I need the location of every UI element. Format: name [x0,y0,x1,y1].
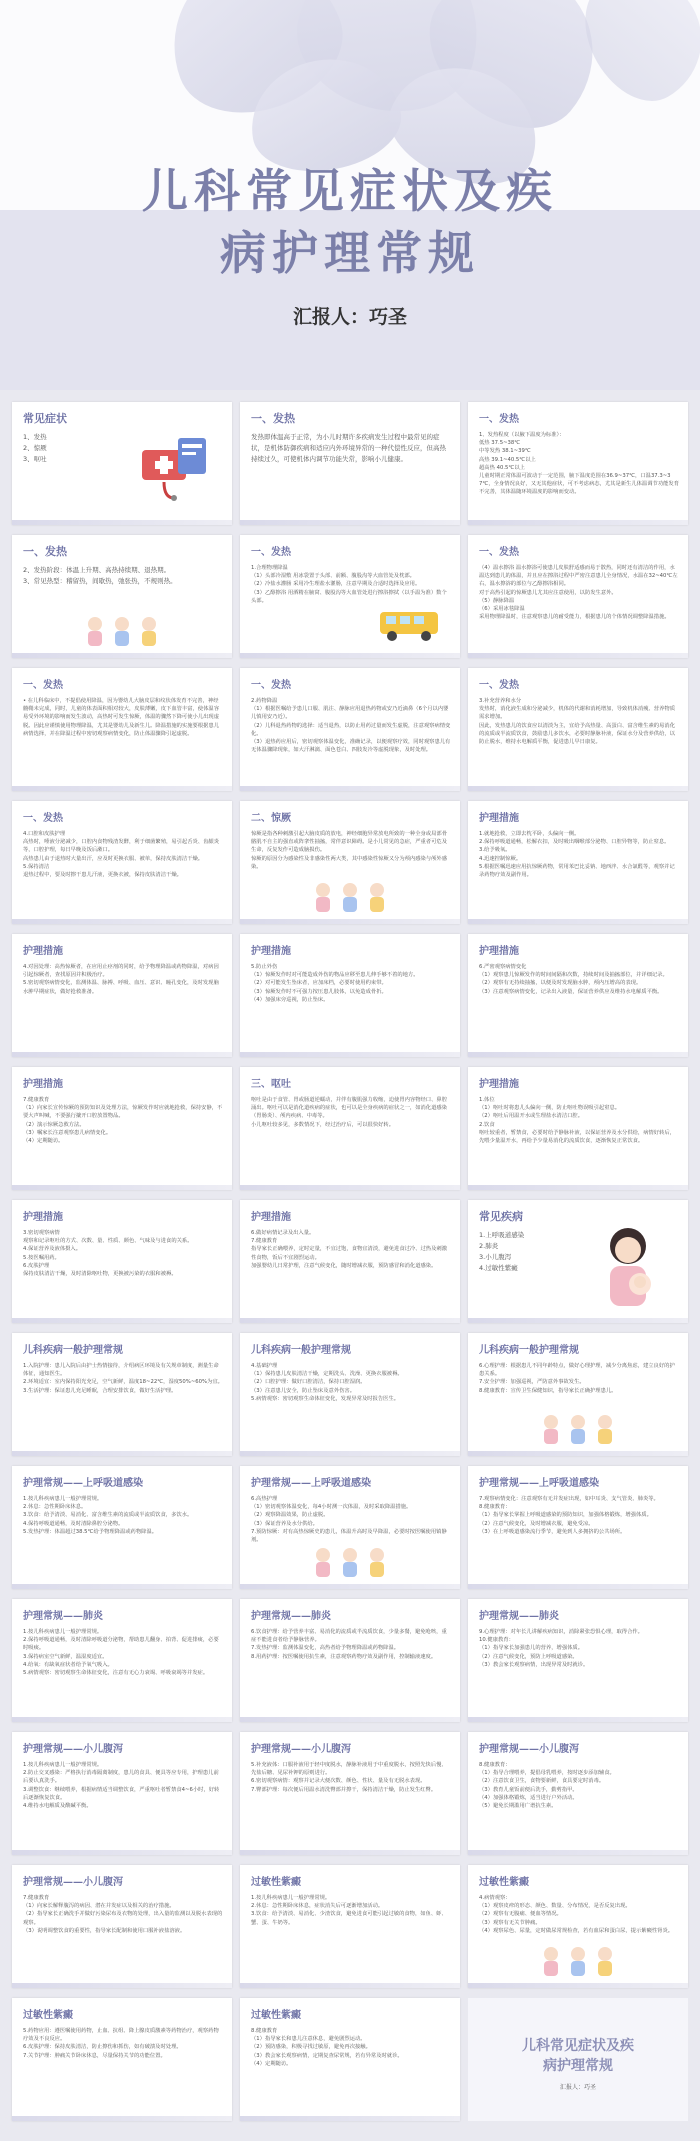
slide-body: 惊厥是指各种刺激引起大脑皮质的放电，神经细胞异常放电所致的一种全身或局部骨骼肌不自主的强直或阵挛性抽搐，常伴意识障碍。是小儿常见的急症，严重者可危及生命，反复发作可造成脑损伤。 惊厥的原因分为感染性及非感染性两大类，其中感染性惊厥又分为颅内感染与颅外感染。 [251,831,447,870]
slide-title: 一、发热 [479,680,519,691]
slide-body: 2、发热阶段：体温上升期、高热持续期、退热期。 3、常见热型：稽留热，间歇热，弛张热，不规则热。 [23,566,177,585]
slide-title: 护理措施 [479,813,519,824]
slide-card [240,1333,460,1456]
slide-title: 过敏性紫癜 [251,2010,301,2021]
slide-body: 6.心理护理：根据患儿不同年龄特点，做好心理护理，减少分离焦虑，建立良好的护患关系。 7.安全护理：加强巡视，严防意外事故发生。 8.健康教育：宣传卫生保健知识，指导家长正确护理患儿。 [479,1363,675,1394]
children-illustration [305,880,395,914]
slide-card [12,1998,232,2121]
slide-body: 1.上呼吸道感染 2.肺炎 3.小儿腹泻 4.过敏性紫癜 [479,1231,525,1272]
slide-card [468,402,688,525]
slide-card [240,801,460,924]
slide-body: 5.补充液体：口服补液用于轻中度脱水，静脉补液用于中重度脱水，按照先快后慢、先盐后糖、见尿补钾的原则进行。 6.密切观察病情：观察并记录大便次数、颜色、性状、量及有无脱水表现。 7.臀部护理：每次便后用温水清洗臀部并擦干，保持清洁干燥，防止发生红臀。 [251,1762,447,1793]
slide-card [240,1200,460,1323]
slide-body: 1.就地抢救，立即去枕平卧，头偏向一侧。 2.保持呼吸道通畅，松解衣扣，及时吸出咽喉部分泌物、口腔异物等，防止窒息。 3.给予吸氧。 4.迅速控制惊厥。 5.根据医嘱迅速应用抗惊厥药物，常用苯巴比妥钠、地西泮、水合氯醛等，观察并记录药物疗效及副作用。 [479,831,675,879]
slide-card [240,1067,460,1190]
slide-title: 护理常规——小儿腹泻 [23,1744,123,1755]
slide-card [12,1333,232,1456]
slide-body: 呕吐是由于食管、胃或肠道逆蠕动，并伴有腹肌强力收缩，迫使胃内容物经口、鼻腔涌出。呕吐可以是消化道疾病的症状，也可以是全身疾病的症状之一，如消化道感染（胃肠炎）、颅内疾病、中毒等。 小儿呕吐较多见，多数情况下，经过治疗后，可以很快好转。 [251,1097,447,1128]
slide-body: （4）温水擦浴 温水擦浴可使患儿皮肤舒适感而易于散热，同时还有清洁的作用，水温达到患儿的体温，并且应在擦浴过程中严密注意患儿全身情况，水温在32~40℃左右，温水擦浴的部位与乙醇擦浴相同。 对于高热引起的惊厥患儿尤其应注意使用，以防发生意外。 （5）静脉降温 （6）采用冰毯降温 采用物理降温时，注意观察患儿的耐受能力，根据患儿的个体情况调整降温措施。 [479,565,678,621]
slide-title: 一、发热 [251,412,295,425]
end-title [468,2036,688,2076]
slide-card [240,1466,460,1589]
slide-card [468,1599,688,1722]
slide-card [12,535,232,658]
slide-title: 一、发热 [479,547,519,558]
slide-title: 护理措施 [251,946,291,957]
slide-card [12,1599,232,1722]
slide-body: 1.按儿科疾病患儿一般护理常规。 2.保持呼吸道通畅，及时清除呼吸道分泌物，帮助患儿翻身、拍背、促进排痰，必要时吸痰。 3.保持病室空气新鲜，温湿度适宜。 4.给氧：有缺氧症状者给予氧气吸入。 5.病情观察：密切观察生命体征变化，注意有无心力衰竭、呼吸衰竭等并发症。 [23,1629,219,1677]
children-illustration [533,1412,623,1446]
slide-card [468,535,688,658]
slide-title: 护理措施 [479,1079,519,1090]
cover-slide [0,0,700,390]
slide-body: 4.基础护理 （1）保持患儿皮肤清洁干燥，定期洗头、洗澡、更换衣服被褥。 （2）口腔护理：做好口腔清洁，保持口腔湿润。 （3）注意患儿安全，防止坠床及意外伤害。 5.病情观察：密切观察生命体征变化，发现异常及时报告医生。 [251,1363,403,1402]
slide-title: 一、发热 [23,545,67,558]
slide-title: 护理常规——上呼吸道感染 [251,1478,371,1489]
slide-body: 6.饮食护理：给予营养丰富、易消化的流质或半流质饮食，少量多餐，避免呛咳，重症不能进食者给予静脉营养。 7.发热护理：监测体温变化，高热者给予物理降温或药物降温。 8.用药护理：按医嘱使用抗生素，注意观察药物疗效及副作用，控制输液速度。 [251,1629,447,1660]
end-reporter: 汇报人：巧圣 [559,2084,596,2091]
slide-card [12,402,232,525]
slide-card [12,1732,232,1855]
slide-body: 8.健康教育： （1）指导合理喂养，提倡母乳喂养，按时逐步添加辅食。 （2）注意饮食卫生，食物要新鲜，食具要定时消毒。 （3）教育儿童饭前便后洗手，勤剪指甲。 （4）加强体格锻炼，适当进行户外活动。 （5）避免长期滥用广谱抗生素。 [479,1762,615,1810]
slide-title: 护理常规——上呼吸道感染 [479,1478,599,1489]
slide-card [468,1865,688,1988]
slide-body: 1.按儿科疾病患儿一般护理常规。 2.休息：急性期卧床休息。 3.饮食：给予清淡、易消化、富含维生素的流质或半流质饮食，多饮水。 4.保持呼吸道通畅，及时清除鼻腔分泌物。 5.发热护理：体温超过38.5℃给予物理降温或药物降温。 [23,1496,193,1535]
slide-title: 一、发热 [479,414,519,425]
slide-card [240,934,460,1057]
cover-reporter: 汇报人：巧圣 [292,306,407,328]
slide-body: 发热即体温高于正常，为小儿时期许多疾病发生过程中最常见的症状，是机体防御疾病和适应内外环境异常的一种代偿性反应，但高热持续过久，可使机体内调节功能失常，影响小儿健康。 [251,433,446,463]
slide-title: 护理措施 [251,1212,291,1223]
slide-body: 7.观察病情变化：注意观察有无并发症出现，如中耳炎、支气管炎、肺炎等。 8.健康教育： （1）指导家长掌握上呼吸道感染的预防知识，加强体格锻炼，增强体质。 （2）注意气候变化，及时增减衣服，避免受凉。 （3）在上呼吸道感染流行季节，避免到人多拥挤的公共场所。 [479,1496,659,1535]
slide-title: 护理常规——肺炎 [479,1611,559,1622]
slide-title: 一、发热 [23,813,63,824]
slide-card [240,535,460,658]
slide-body: 6.高热护理 （1）密切观察体温变化，每4小时测一次体温，及时采取降温措施。 （2）观察降温效果，防止虚脱。 （3）保证营养及水分供给。 7.预防惊厥：对有高热惊厥史的患儿，体温升高时及早降温，必要时按医嘱使用镇静剂。 [251,1496,447,1544]
end-slide [468,1998,688,2121]
slide-title: 护理常规——上呼吸道感染 [23,1478,143,1489]
slide-card [12,1865,232,1988]
slide-title: 过敏性紫癜 [479,1877,529,1888]
slide-body: 5.药物应用：遵医嘱使用药物，止血、抗组、降上腺皮质激素等药物治疗，观察药物疗效及不良反应。 6.皮肤护理：保持皮肤清洁，防止擦伤和抓伤，如有破溃及时处理。 7.关节护理：肿痛关节卧床休息，尽量保持关节的功能位置。 [23,2028,219,2059]
school-bus-illustration [376,606,446,646]
cover-title-line2: 病护理常规 [220,226,480,280]
slide-card [468,1200,688,1323]
slide-title: 护理措施 [23,946,63,957]
slide-body: 5.防止外伤 （1）惊厥发作时对可能造成外伤的物品应移至患儿伸手够不着的地方。 （2）对可能发生坠床者，应加床档，必要时使用约束带。 （3）惊厥发作时不可强力按压患儿肢体，以免造成骨折。 （4）加强床旁巡视，防止坠床。 [251,964,419,1003]
slide-body: 6.做好病情记录及出入量。 7.健康教育 指导家长正确喂养，定时定量，不宜过饱，食物宜清淡，避免进食过冷、过热及刺激性食物，饭后不宜剧烈运动。 加强婴幼儿日常护理，注意气候变化，随时增减衣服，预防感冒和消化道感染。 [251,1230,447,1269]
slide-card [240,1599,460,1722]
slide-title: 儿科疾病一般护理常规 [23,1345,123,1356]
end-title-line1: 儿科常见症状及疾 [522,2038,634,2054]
slide-title: 儿科疾病一般护理常规 [479,1345,579,1356]
slide-card [468,668,688,791]
slide-body: 4.口腔和皮肤护理 高热时，唾液分泌减少，口腔内食物残渣发酵，利于细菌繁殖，易引起舌炎、齿龈炎等，口腔护理，每日早晚及饭后漱口。 高热患儿由于退热时大量出汗，应及时更换衣服、被单，保持皮肤清洁干燥。 5.保持清洁 退热过程中，要及时擦干患儿汗液，更换衣被，保持皮肤清洁干燥。 [23,831,219,879]
slide-body: 7.健康教育 （1）向家长解释腹泻的病因、潜在并发症以及相关的治疗措施。 （2）指导家长正确洗手并做好污染尿布及衣物的处理，出入量的监测以及脱水表现的观察。 （3）说明调整饮食的重要性，指导家长配制和使用口服补液盐溶液。 [23,1895,223,1934]
slide-body: 4.病情观察： （1）观察皮疹的形态、颜色、数量、分布情况，是否反复出现。 （2）观察有无腹痛、便血等情况。 （3）观察有无关节肿痛。 （4）观察尿色、尿量，定时做尿常规检查，若有血尿和蛋白尿，提示紫癜性肾炎。 [479,1895,674,1934]
slide-title: 护理措施 [23,1212,63,1223]
slide-title: 护理措施 [479,946,519,957]
slide-card [468,1333,688,1456]
baby-illustration [533,1944,623,1978]
slide-body: 3.密切观察病情 观察和记录呕吐的方式、次数、量、性质、颜色、气味及与进食的关系。 4.保证营养及液体摄入。 5.按医嘱用药。 6.皮肤护理 保持皮肤清洁干燥，及时清除呕吐物，更换被污染的衣服和被褥。 [23,1230,193,1278]
slide-title: 常见疾病 [479,1210,523,1223]
slide-title: 护理常规——小儿腹泻 [23,1877,123,1888]
slide-body: 4.对因处理：高热惊厥者，在应用止痉剂的同时，给予物理降温或药物降温，对病因引起惊厥者，查找原因并积极治疗。 5.密切观察病情变化，监测体温、脉搏、呼吸、血压、意识、瞳孔变化，及时发现脑水肿早期症状，做好抢救准备。 [23,964,219,995]
slide-body: 1.入院护理：患儿入院后由护士热情接待，介绍病区环境及有关规章制度，测量生命体征，通知医生。 2.环境适宜：室内保持阳光充足，空气新鲜，温度18~22℃，湿度50%~60%为宜。 3.生活护理：保证患儿充足睡眠，合理安排饮食，做好生活护理。 [23,1363,223,1394]
slide-body: 1.按儿科疾病患儿一般护理常规。 2.休息：急性期卧床休息，症状消失后可逐渐增加活动。 3.饮食：给予清淡、易消化、少渣饮食，避免进食可能引起过敏的食物，如鱼、虾、蟹、蛋、牛奶等。 [251,1895,447,1926]
slide-body: 1、发热程度（以腋下温度为标准）： 低热 37.5~38℃ 中等发热 38.1~39℃ 高热 39.1~40.5℃以上 超高热 40.5℃以上 儿童时期正常体温可波动于一定范围，腋下温度范围在36.9~37℃，口温37.3~37℃，全身情况良好，又无其他症状，可不考虑病态，尤其是新生儿体温调节功能发育不完善，其体温随环境温度的影响而变动。 [479,432,680,496]
slide-body: 1.按儿科疾病患儿一般护理常规。 2.防止交叉感染：严格执行消毒隔离制度，患儿的食具、便具等应专用，护理患儿前后要认真洗手。 3.调整饮食：继续喂养，根据病情适当调整饮食，严重呕吐者暂禁食4~6小时，好转后逐渐恢复饮食。 4.维持水电解质及酸碱平衡。 [23,1762,220,1810]
slide-card [240,668,460,791]
slide-body: 9.心理护理：对年长儿讲解疾病知识，消除紧张恐惧心理，取得合作。 10.健康教育： （1）指导家长加强患儿的营养，增强体质。 （2）注意气候变化，预防上呼吸道感染。 （3）教会家长观察病情，出现异常及时就诊。 [479,1629,643,1668]
slide-body: 7.健康教育 （1）向家长宣传惊厥的预防知识及处理方法，惊厥发作时应就地抢救，保持安静，不要大声叫喊，不要强行撬开口腔放置物品。 （2）演示惊厥急救方法。 （3）嘱家长注意观察患儿病情变化。 （4）定期随访。 [23,1097,223,1145]
slide-title: 护理常规——肺炎 [23,1611,103,1622]
slide-title: 一、发热 [251,547,291,558]
slide-title: 护理常规——小儿腹泻 [251,1744,351,1755]
slide-title: 三、呕吐 [251,1079,291,1090]
slide-title: 护理常规——肺炎 [251,1611,331,1622]
slide-card [240,1865,460,1988]
slide-body: 6.严密观察病情变化 （1）观察患儿惊厥发作的时间间隔和次数，持续时间及抽搐部位，并详细记录。 （2）观察有无持续抽搐，以便及时发现脑水肿，颅内压增高的表现。 （3）注意观察病情变化，记录出入液量，保证营养供应及维持水电解质平衡。 [479,964,668,995]
end-title-line2: 病护理常规 [543,2058,613,2074]
slide-card [468,1732,688,1855]
slide-card [468,934,688,1057]
slide-body: 3.补充营养和水分 发热时，消化液生成和分泌减少，机体的代谢和消耗增加，导致机体消瘦、营养物质需求增加。 因此，发热患儿的饮食应以清淡为主，宜给予高热量、高蛋白、富含维生素的易消化的流质或半流质饮食，鼓励患儿多饮水，必要时静脉补液，保证水分及营养供给，以防止脱水，维持水电解质平衡，促进患儿早日康复。 [479,698,675,746]
slide-title: 常见症状 [23,412,67,425]
slide-body: 1.合理物理降温 （1）头部冷湿敷 用冰袋置于头部、前额、腹股沟等大血管处及枕部。 （2）冷盐水灌肠 采用冷生理盐水灌肠，注意早期及合适时选择及应用。 （3）乙醇擦浴 用酒精在腋窝、腹股沟等大血管处进行擦浴擦拭（以手温为准）数个头部。 [251,565,447,604]
slide-card [12,801,232,924]
slide-title: 一、发热 [251,680,291,691]
slide-body: 1.体位 （1）呕吐时将患儿头偏向一侧，防止呕吐物误吸引起窒息。 （2）呕吐后用温开水或生理盐水清洁口腔。 2.饮食 呕吐较重者，暂禁食，必要时给予静脉补液，以保证营养及水分供给，病情好转后，先喂少量温开水，再给予少量易消化的流质饮食，逐渐恢复正常饮食。 [479,1097,675,1145]
slide-card [12,1466,232,1589]
slide-title: 二、惊厥 [251,813,291,824]
slide-title: 过敏性紫癜 [23,2010,73,2021]
sick-child-illustration [305,1545,395,1579]
cover-title-line1: 儿科常见症状及疾 [142,164,558,218]
slide-body: 1、发热 2、惊厥 3、呕吐 [23,433,47,463]
slide-card [468,801,688,924]
slide-body: • 在儿科临床中，不提倡使用降温，因为婴幼儿大脑皮层和纹状体发育不完善，神经髓鞘未完成，同时，儿童的体表面积相对较大，皮肤薄嫩，皮下血管丰富，使体温容易受外环境的影响而发生波动，高热时可发生惊厥，体温的骤然下降可使小儿出现虚脱。因此应谨慎使用物理降温，尤其是婴幼儿及新生儿。降温措施的实施要根据患儿病情选择，并在降温过程中密切观察病情变化，防止体温骤降引起虚脱。 [23,698,219,737]
slide-body: 8.健康教育 （1）指导家长和患儿注意休息，避免剧烈运动。 （2）预防感染，积极寻找过敏原，避免再次接触。 （3）教会家长观察病情，定期复查尿常规，若有异常及时就诊。 （4）定期随访。 [251,2028,403,2067]
slide-card [468,1466,688,1589]
slide-title: 护理措施 [23,1079,63,1090]
slide-card [12,668,232,791]
mother-child-illustration [77,614,167,648]
slide-title: 一、发热 [23,680,63,691]
slide-body: 2.药物降温 （1）根据医嘱给予患儿口服、肌注、静脉应用退热药物或安乃近滴鼻（6个月以内婴儿慎用安乃近）。 （2）儿科退热药物的选择：适当退热，以防止用药过量而发生虚脱，注意观察病情变化。 （3）退热药应用后，密切观察体温变化，准确记录，以便观察疗效，同时观察患儿有无体温骤降现象，如大汗淋漓、面色苍白、四肢发冷等虚脱现象，及时处理。 [251,698,451,754]
slide-card [240,1732,460,1855]
slide-title: 过敏性紫癜 [251,1877,301,1888]
cover-title [0,160,700,284]
slide-card [12,1200,232,1323]
slide-card [240,402,460,525]
slide-card [240,1998,460,2121]
slide-title: 护理常规——小儿腹泻 [479,1744,579,1755]
slide-card [12,1067,232,1190]
slide-card [12,934,232,1057]
slide-card [468,1067,688,1190]
slide-title: 儿科疾病一般护理常规 [251,1345,351,1356]
